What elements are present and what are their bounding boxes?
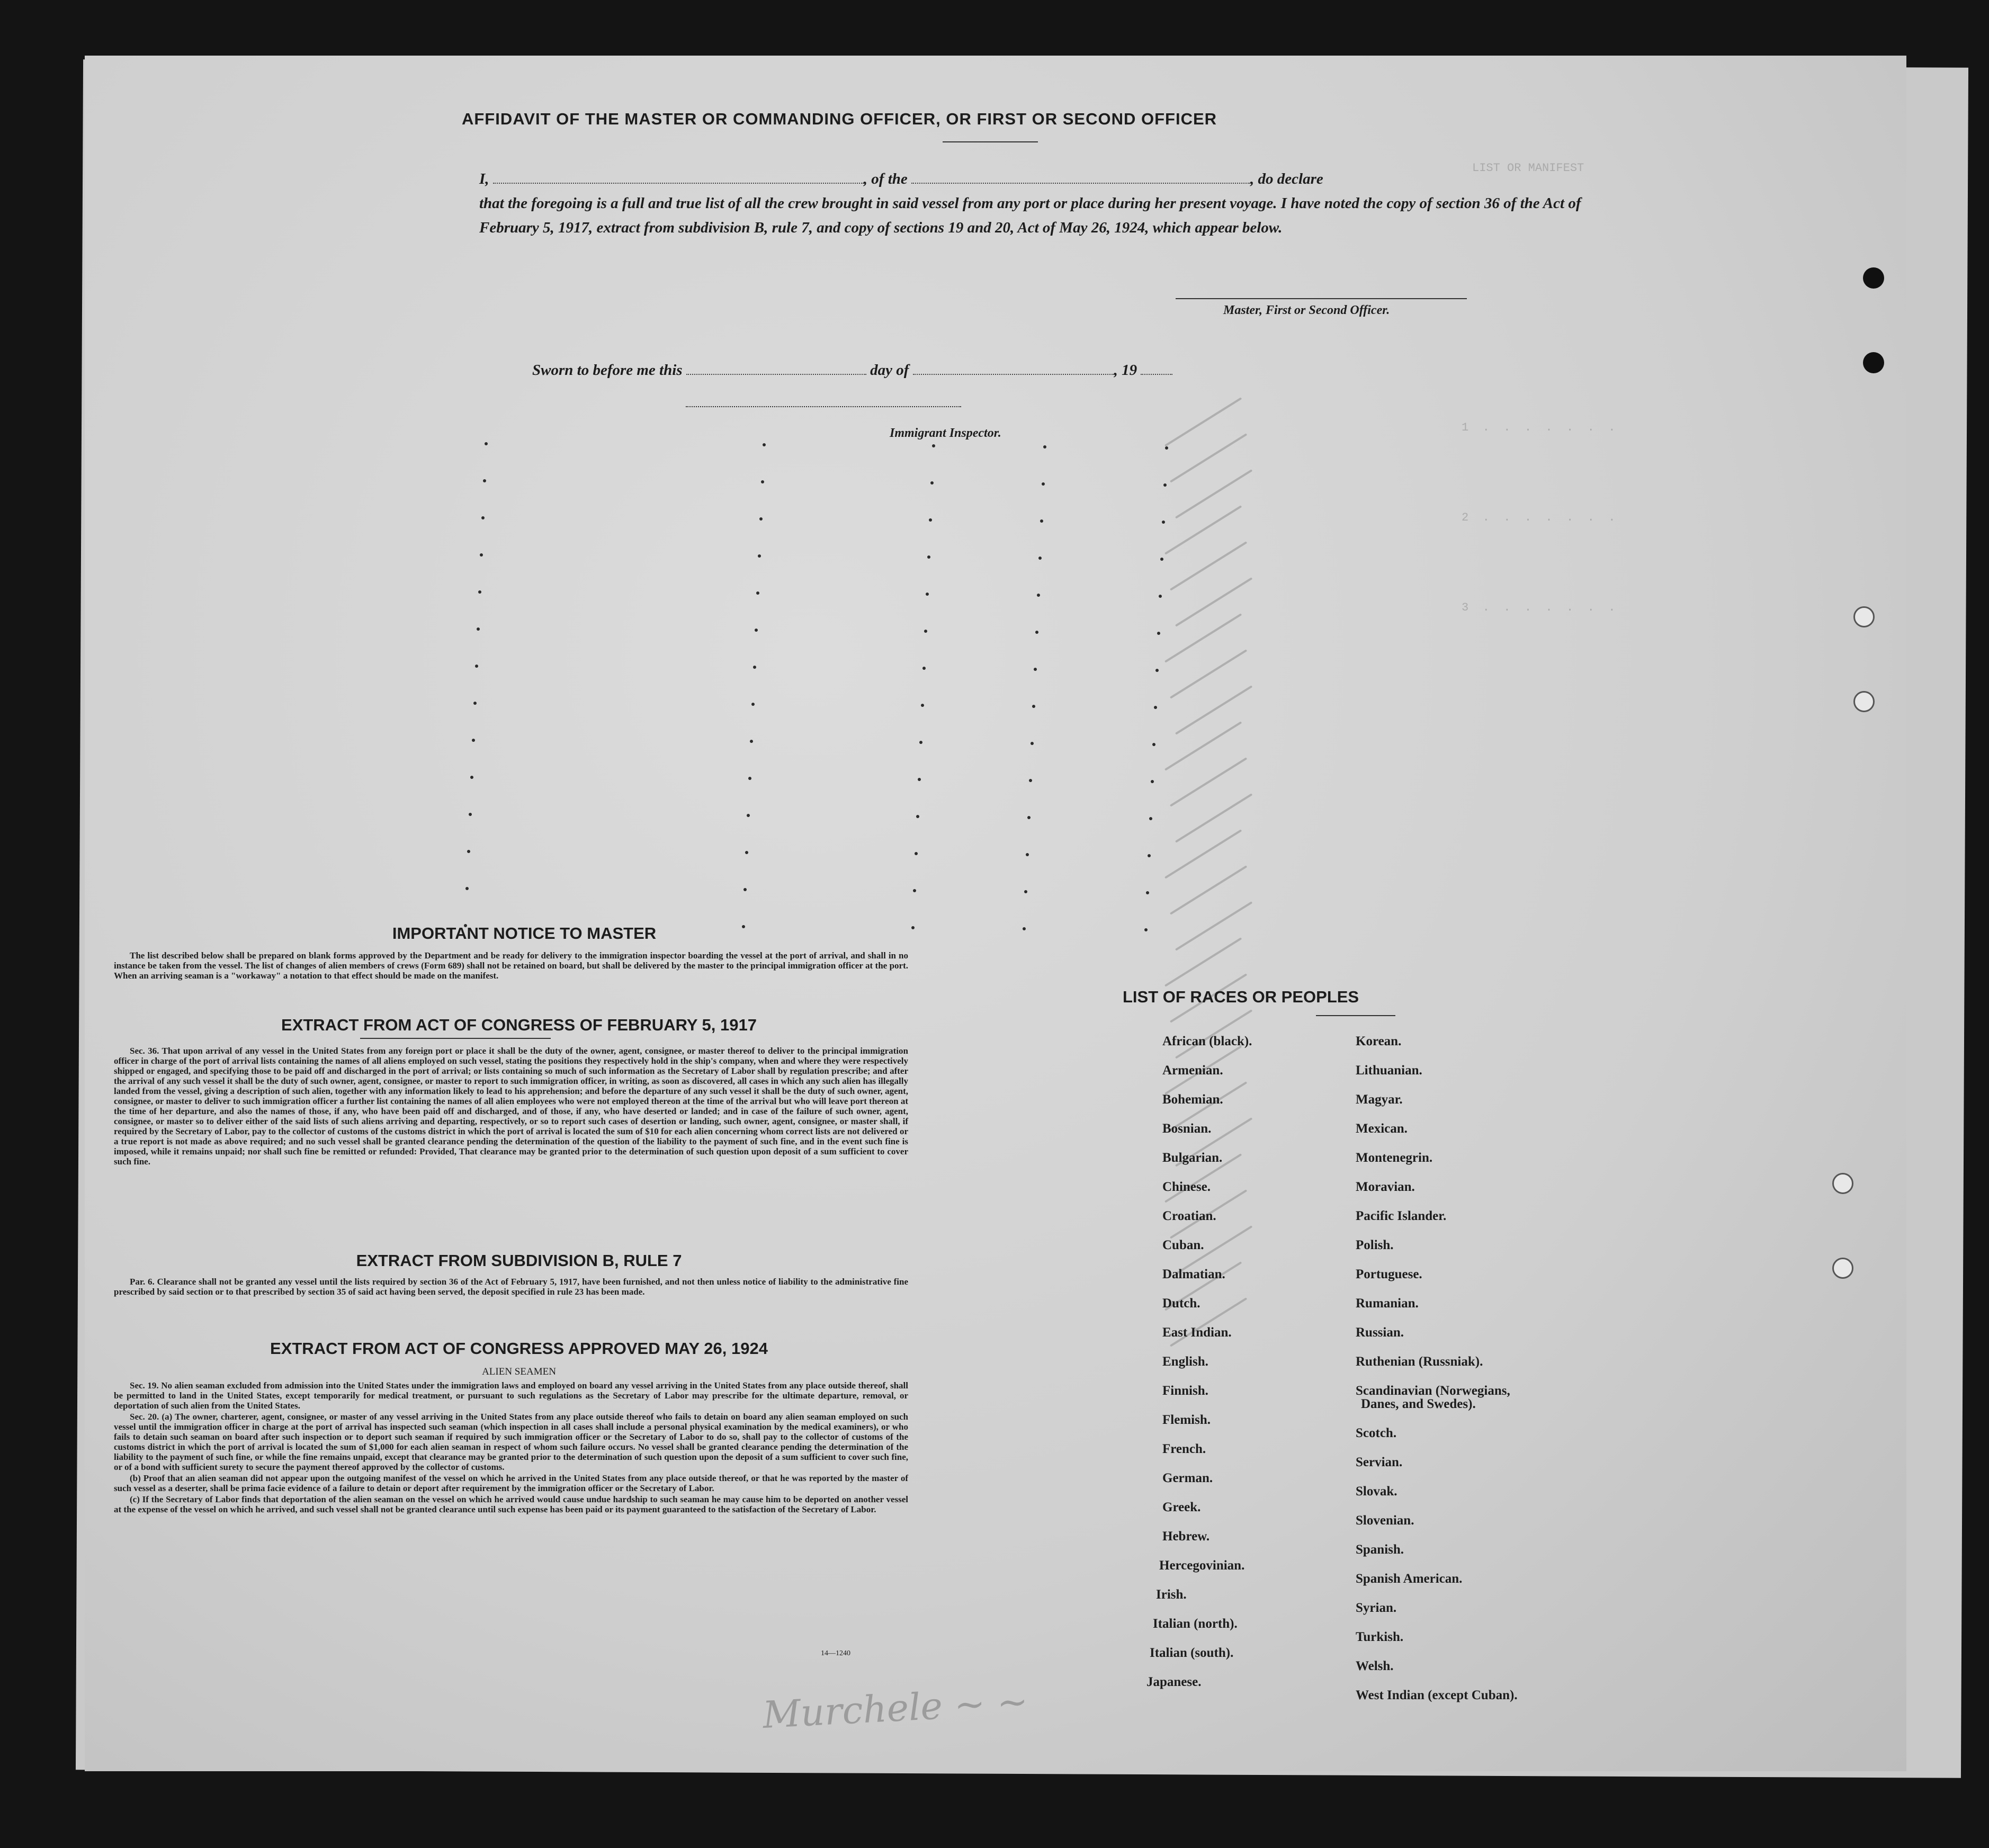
grid-dot [481, 516, 485, 519]
extract-1924-text [114, 1380, 908, 1515]
race-item: Hebrew. [1162, 1529, 1210, 1544]
grid-dot [480, 553, 483, 557]
grid-dot [469, 813, 472, 816]
race-item: East Indian. [1162, 1325, 1232, 1340]
race-item: Mexican. [1356, 1122, 1408, 1136]
sec20c-paragraph: (c) If the Secretary of Labor finds that deportation of the alien seaman on the vessel on which he arrived would cause undue hardship to such seaman he may cause him to be deported on another vessel at the expense of the vessel on which he arrived, and such vessel shall not be granted clearance until such expense has been paid or its payment guaranteed to the satisfaction of the Secretary of Labor. [114, 1494, 908, 1514]
binder-hole [1863, 267, 1884, 289]
grid-dot [915, 852, 918, 855]
race-item: Bosnian. [1162, 1122, 1212, 1136]
day-of-label: day of [870, 362, 909, 379]
grid-dot [1027, 816, 1031, 819]
race-item: Spanish American. [1356, 1572, 1463, 1586]
grid-dot [930, 481, 934, 485]
grid-dot [750, 740, 753, 743]
sworn-month-blank[interactable] [913, 374, 1114, 375]
grid-dot [475, 665, 478, 668]
name-blank[interactable] [493, 183, 864, 184]
grid-dot [1024, 890, 1027, 893]
race-item: Lithuanian. [1356, 1063, 1422, 1078]
race-item: Polish. [1356, 1238, 1394, 1252]
grid-dot [742, 925, 745, 928]
race-item: Moravian. [1356, 1180, 1415, 1194]
sworn-day-blank[interactable] [686, 374, 866, 375]
grid-dot [485, 442, 488, 445]
grid-dot [1042, 482, 1045, 486]
race-item: Bohemian. [1162, 1092, 1223, 1107]
sec19-paragraph: Sec. 19. No alien seaman excluded from admission into the United States under the immigration laws and employed on board any vessel arriving in the United States from any place outside thereof, shall be permitted to land in the United States, except temporarily for medical treatment, or pursuant to such regulations as the Secretary of Labor may prescribe for the ultimate departure, removal, or deportation of such alien from the United States. [114, 1380, 908, 1411]
grid-dot [748, 777, 751, 780]
grid-dot [1163, 483, 1167, 487]
extract-1917-title: EXTRACT FROM ACT OF CONGRESS OF FEBRUARY 5, 1917 [281, 1016, 757, 1034]
year-prefix: , 19 [1114, 362, 1137, 379]
document-page [85, 56, 1906, 1771]
race-item: Armenian. [1162, 1063, 1223, 1078]
race-item: African (black). [1162, 1034, 1252, 1048]
grid-dot [747, 814, 750, 817]
subdivision-b-text [114, 1277, 908, 1298]
grid-dot [1023, 927, 1026, 930]
grid-dot [1026, 853, 1029, 856]
grid-dot [922, 667, 926, 670]
sec36-paragraph: Sec. 36. That upon arrival of any vessel in the United States from any foreign port or place it shall be the duty of the owner, agent, consignee, or master thereof to deliver to the principal immigration officer in charge of the port of arrival lists containing the names of all aliens employed on such vessel, stating the positions they respectively hold in the ship's company, when and where they were respectively shipped or engaged, and specifying those to be paid off and discharged in the port of arrival; or lists containing so much of such information as the Secretary of Labor shall by regulation prescribe; and after the arrival of any such vessel it shall be the duty of such owner, agent, consignee, or master to report to such immigration officer, in writing, as soon as discovered, all cases in which any such alien has illegally landed from the vessel, giving a description of such alien, together with any information likely to lead to his apprehension; and before the departure of any such vessel it shall be the duty of such owner, agent, consignee, or master to deliver to such immigration officer a further list containing the names of all alien employees who were not employed thereon at the time of the arrival but who will leave port thereon at the time of her departure, and also the names of those, if any, who have been paid off and discharged, and of those, if any, who have deserted or landed; and in case of the failure of such owner, agent, consignee, or master so to deliver either of the said lists of such aliens arriving and departing, respectively, or so to report such cases of desertion or landing, such owner, agent, consignee, or master shall, if required by the Secretary of Labor, pay to the collector of customs of the customs district in which the port of arrival is located the sum of $10 for each alien concerning whom correct lists are not delivered or a true report is not made as above required; and no such vessel shall be granted clearance pending the determination of the question of the liability to the payment of such fine, and in the event such fine is imposed, while it remains unpaid; nor shall such fine be remitted or refunded: Provided, That clearance may be granted prior to the determination of such question upon deposit of a sum sufficient to cover such fine. [114, 1046, 908, 1167]
sworn-line [532, 362, 1172, 379]
pencil-tick [1164, 829, 1242, 878]
grid-dot [753, 666, 756, 669]
grid-dot [1038, 557, 1042, 560]
race-item: Rumanian. [1356, 1296, 1419, 1311]
grid-dot [1043, 445, 1046, 448]
grid-dot [919, 741, 922, 744]
race-item: Portuguese. [1356, 1267, 1422, 1281]
grid-dot [1035, 631, 1038, 634]
inspector-caption: Immigrant Inspector. [890, 426, 1001, 440]
race-item: Finnish. [1162, 1384, 1208, 1398]
grid-dot [924, 630, 927, 633]
grid-dot [927, 555, 930, 559]
race-item: Syrian. [1356, 1601, 1397, 1615]
pencil-tick [1170, 865, 1247, 914]
grid-dot [929, 518, 932, 522]
notice-text [114, 950, 908, 982]
race-item: Slovenian. [1356, 1513, 1414, 1528]
grid-dot [1032, 705, 1035, 708]
grid-dot [755, 629, 758, 632]
grid-dot [743, 888, 747, 891]
race-item: Dutch. [1162, 1296, 1200, 1311]
grid-dot [465, 887, 469, 890]
race-item: Dalmatian. [1162, 1267, 1225, 1281]
grid-dot [926, 593, 929, 596]
pencil-tick [1175, 793, 1252, 842]
section-underline [360, 1038, 551, 1039]
par6-paragraph: Par. 6. Clearance shall not be granted any vessel until the lists required by section 36 of the Act of February 5, 1917, have been furnished, and not then unless notice of liability to the administrative fine prescribed by said section or to that prescribed by section 35 of said act having been served, the deposit specified in rule 23 has been made. [114, 1277, 908, 1297]
grid-dot [756, 591, 759, 595]
grid-dot [759, 517, 763, 521]
bleed-through-text: 2 . . . . . . . [1462, 511, 1616, 524]
grid-dot [1149, 817, 1152, 820]
pencil-tick [1175, 685, 1252, 734]
race-item: Spanish. [1356, 1542, 1404, 1557]
grid-dot [483, 479, 486, 482]
affidavit-text [479, 167, 1634, 240]
binder-hole [1832, 1173, 1853, 1194]
race-item: Turkish. [1356, 1630, 1404, 1644]
grid-dot [1160, 558, 1163, 561]
pencil-tick [1164, 397, 1242, 446]
race-item: English. [1162, 1354, 1208, 1369]
title-underline [943, 141, 1038, 142]
master-signature-caption: Master, First or Second Officer. [1223, 303, 1390, 317]
grid-dot [1034, 668, 1037, 671]
notice-title: IMPORTANT NOTICE TO MASTER [392, 924, 657, 943]
race-item: Welsh. [1356, 1659, 1394, 1673]
race-item: Danes, and Swedes). [1361, 1397, 1476, 1411]
race-item: Magyar. [1356, 1092, 1403, 1107]
race-item: Japanese. [1146, 1675, 1202, 1689]
inspector-signature-line[interactable] [686, 406, 961, 407]
grid-dot [1148, 854, 1151, 857]
race-item: French. [1162, 1442, 1206, 1456]
grid-dot [751, 703, 755, 706]
grid-dot [761, 480, 764, 483]
grid-dot [911, 926, 915, 929]
grid-dot [472, 739, 475, 742]
grid-dot [758, 554, 761, 558]
race-item: Scotch. [1356, 1426, 1397, 1440]
race-item: Chinese. [1162, 1180, 1211, 1194]
pencil-tick [1164, 613, 1242, 662]
grid-dot [1165, 446, 1168, 450]
pencil-tick [1164, 937, 1242, 986]
grid-dot [921, 704, 924, 707]
pencil-tick [1170, 433, 1247, 482]
sec20a-paragraph: Sec. 20. (a) The owner, charterer, agent, consignee, or master of any vessel arriving in the United States from any place outside thereof who fails to detain on board any alien seaman employed on such vessel until the immigration officer in charge at the port of arrival has inspected such seaman (which inspection in all cases shall include a personal physical examination by the medical examiners), or who fails to detain such seaman on board after such inspection or to deport such seaman if required by such immigration officer or the Secretary of Labor to do so, shall pay to the collector of customs of the customs district in which the port of arrival is located the sum of $1,000 for each alien seaman in respect of whom such failure occurs. No vessel shall be granted clearance pending the determination of the liability to the payment of such fine, or while the fine remains unpaid, except that clearance may be granted prior to the determination of such question upon the deposit of a sum sufficient to cover such fine, or of a bond with sufficient surety to secure the payment thereof approved by the collector of customs. [114, 1412, 908, 1472]
binder-hole [1853, 691, 1875, 712]
pencil-tick [1164, 505, 1242, 554]
form-number: 14—1240 [821, 1649, 850, 1657]
race-item: Cuban. [1162, 1238, 1204, 1252]
race-item: Montenegrin. [1356, 1151, 1433, 1165]
sec20b-paragraph: (b) Proof that an alien seaman did not appear upon the outgoing manifest of the vessel on which he arrived in the United States from any place outside thereof, or that he was reported by the master of such vessel as a deserter, shall be prima facie evidence of a failure to detain or deport after requirement by the immigration officer or the Secretary of Labor. [114, 1473, 908, 1493]
grid-dot [763, 443, 766, 446]
race-item: Slovak. [1356, 1484, 1397, 1499]
grid-dot [745, 851, 748, 854]
grid-dot [1159, 595, 1162, 598]
race-item: Servian. [1356, 1455, 1403, 1469]
races-title: LIST OF RACES OR PEOPLES [1123, 988, 1359, 1006]
race-item: Italian (south). [1150, 1646, 1234, 1660]
binder-hole [1853, 606, 1875, 627]
vessel-blank[interactable] [911, 183, 1250, 184]
declaration-start: I, [479, 171, 489, 187]
pencil-tick [1170, 541, 1247, 590]
extract-1917-text [114, 1046, 908, 1168]
grid-dot [1152, 743, 1155, 746]
race-item: German. [1162, 1471, 1213, 1485]
grid-dot [918, 778, 921, 781]
race-item: Scandinavian (Norwegians, [1356, 1384, 1510, 1398]
pencil-tick [1175, 577, 1252, 626]
grid-dot [1151, 780, 1154, 783]
grid-dot [1157, 632, 1160, 635]
sworn-year-blank[interactable] [1141, 374, 1172, 375]
affidavit-title: AFFIDAVIT OF THE MASTER OR COMMANDING OFFICER, OR FIRST OR SECOND OFFICER [461, 110, 1217, 128]
bleed-through-text: 3 . . . . . . . [1462, 601, 1616, 614]
races-underline [1316, 1015, 1395, 1016]
grid-dot [478, 590, 481, 594]
subdivision-b-title: EXTRACT FROM SUBDIVISION B, RULE 7 [356, 1251, 682, 1270]
race-item: Ruthenian (Russniak). [1356, 1354, 1483, 1369]
grid-dot [467, 850, 470, 853]
race-item: Bulgarian. [1162, 1151, 1223, 1165]
race-item: Russian. [1356, 1325, 1404, 1340]
grid-dot [1031, 742, 1034, 745]
grid-dot [916, 815, 919, 818]
binder-hole [1863, 352, 1884, 373]
grid-dot [1154, 706, 1157, 709]
bleed-through-text: LIST OR MANIFEST [1472, 162, 1584, 175]
grid-dot [470, 776, 473, 779]
grid-dot [932, 444, 935, 447]
grid-dot [1155, 669, 1159, 672]
race-item: Italian (north). [1153, 1617, 1238, 1631]
do-declare-label: , do declare [1250, 171, 1323, 187]
pencil-tick [1170, 649, 1247, 698]
grid-dot [1144, 928, 1148, 931]
race-item: Pacific Islander. [1356, 1209, 1447, 1223]
race-item: Irish. [1156, 1587, 1187, 1602]
binder-hole [1832, 1258, 1853, 1279]
race-item: West Indian (except Cuban). [1356, 1688, 1518, 1702]
grid-dot [1040, 519, 1043, 523]
grid-dot [1162, 521, 1165, 524]
alien-seamen-subtitle: ALIEN SEAMEN [482, 1366, 556, 1377]
bleed-through-text: 1 . . . . . . . [1462, 421, 1616, 434]
faint-signature: Murchele ~ ~ [761, 1679, 1029, 1737]
pencil-tick [1175, 901, 1252, 950]
race-item: Flemish. [1162, 1413, 1211, 1427]
race-item: Hercegovinian. [1159, 1558, 1245, 1573]
grid-dot [1037, 594, 1040, 597]
pencil-tick [1164, 721, 1242, 770]
of-the-label: , of the [863, 171, 908, 187]
race-item: Korean. [1356, 1034, 1402, 1048]
master-signature-line[interactable] [1176, 298, 1467, 299]
sworn-prefix: Sworn to before me this [532, 362, 683, 379]
grid-dot [477, 627, 480, 631]
race-item: Croatian. [1162, 1209, 1216, 1223]
extract-1924-title: EXTRACT FROM ACT OF CONGRESS APPROVED MAY 26, 1924 [270, 1339, 768, 1358]
notice-paragraph: The list described below shall be prepared on blank forms approved by the Department and be ready for delivery to the immigration inspector boarding the vessel at the port of arrival, and shall in no instance be taken from the vessel. The list of changes of alien members of crews (Form 689) shall not be retained on board, but shall be delivered by the master to the principal immigration officer at the port. When an arriving seaman is a "workaway" a notation to that effect should be made on the manifest. [114, 950, 908, 981]
race-item: Greek. [1162, 1500, 1201, 1514]
pencil-tick [1175, 469, 1252, 518]
grid-dot [473, 702, 477, 705]
grid-dot [1146, 891, 1149, 894]
grid-dot [913, 889, 916, 892]
grid-dot [1029, 779, 1032, 782]
pencil-tick [1170, 757, 1247, 806]
affidavit-body: that the foregoing is a full and true list of all the crew brought in said vessel from any port or place during her present voyage. I have noted the copy of section 36 of the Act of February 5, 1917, extract from subdivision B, rule 7, and copy of sections 19 and 20, Act of May 26, 1924, which appear below. [479, 195, 1581, 236]
